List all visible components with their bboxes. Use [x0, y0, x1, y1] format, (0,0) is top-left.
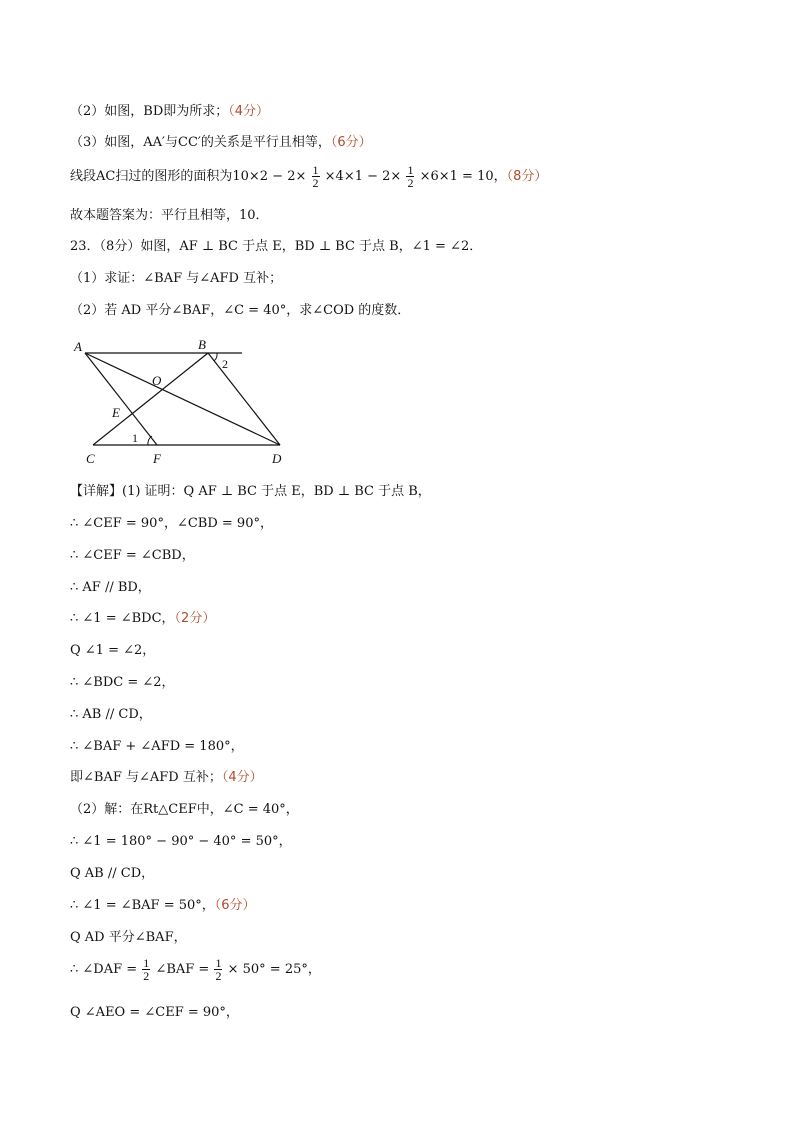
- area-formula-line: [70, 164, 547, 189]
- solution-line-13: [70, 865, 154, 883]
- solution-line-15: [70, 929, 187, 947]
- solution-text: ∴ ∠CEF = ∠CBD，: [70, 548, 195, 563]
- solution-text: ∴ AB // CD，: [70, 707, 152, 722]
- score-badge: （4分）: [221, 770, 263, 785]
- score-badge: （4分）: [228, 104, 270, 119]
- solution-text: × 50° = 25°，: [227, 962, 321, 977]
- answer-text: （3）如图，AA′与CC′的关系是平行且相等，: [70, 135, 331, 150]
- answer-summary: [70, 207, 269, 225]
- solution-text: ∴ ∠CEF = 90°，∠CBD = 90°，: [70, 516, 273, 531]
- solution-line-11: [70, 801, 299, 819]
- solution-text: Q ∠1 = ∠2，: [70, 643, 156, 658]
- answer-line-2: [70, 103, 269, 121]
- point-label-f: F: [153, 451, 161, 466]
- angle-2-arc: [214, 353, 217, 361]
- solution-text: ∴ ∠1 = 180° − 90° − 40° = 50°，: [70, 834, 292, 849]
- line-bd: [208, 353, 280, 445]
- answer-line-3: [70, 134, 372, 152]
- problem-23-part1: [70, 270, 282, 288]
- solution-text: （2）解：在Rt△CEF中，∠C = 40°，: [70, 802, 299, 817]
- solution-text: ∴ ∠DAF =: [70, 962, 138, 977]
- solution-text: Q ∠AEO = ∠CEF = 90°，: [70, 1005, 239, 1020]
- point-label-c: C: [86, 451, 95, 466]
- formula-text-c: ×6×1 = 10，: [419, 169, 507, 184]
- score-badge: （6分）: [214, 898, 256, 913]
- solution-text: ∴ AF // BD，: [70, 580, 151, 595]
- solution-line-5: [70, 610, 215, 628]
- solution-text: 【详解】(1) 证明：Q AF ⊥ BC 于点 E，BD ⊥ BC 于点 B，: [70, 484, 431, 499]
- point-label-o: O: [152, 373, 162, 388]
- solution-text: ∴ ∠BDC = ∠2，: [70, 675, 175, 690]
- line-ad: [85, 353, 280, 445]
- solution-line-12: [70, 833, 292, 851]
- solution-text: Q AB // CD，: [70, 866, 155, 881]
- solution-line-2: [70, 515, 273, 533]
- solution-text: ∴ ∠1 = ∠BAF = 50°，: [70, 898, 215, 913]
- fraction-half: $\frac{1}{2}$: [407, 163, 414, 190]
- formula-text-b: ×4×1 − 2×: [324, 169, 402, 184]
- solution-line-7: [70, 674, 175, 692]
- score-badge: （8分）: [506, 169, 548, 184]
- point-label-b: B: [198, 337, 206, 352]
- solution-line-1: [70, 483, 431, 501]
- answer-text: （2）如图，BD即为所求；: [70, 104, 229, 119]
- summary-text: 故本题答案为：平行且相等，10．: [70, 208, 269, 223]
- solution-line-16: [70, 957, 321, 982]
- fraction-half: $\frac{1}{2}$: [215, 956, 222, 983]
- fraction-half: $\frac{1}{2}$: [312, 163, 319, 190]
- solution-line-6: [70, 642, 155, 660]
- formula-text-a: 线段AC扫过的图形的面积为10×2 − 2×: [70, 169, 307, 184]
- line-af: [85, 353, 157, 445]
- solution-line-14: [70, 897, 256, 915]
- solution-line-9: [70, 738, 244, 756]
- angle-label-2: 2: [222, 357, 228, 371]
- problem-23-statement: [70, 238, 482, 256]
- solution-text: ∠BAF =: [155, 962, 210, 977]
- solution-line-17: [70, 1004, 239, 1022]
- fraction-half: $\frac{1}{2}$: [143, 956, 150, 983]
- solution-text: ∴ ∠BAF + ∠AFD = 180°，: [70, 739, 244, 754]
- line-bc: [93, 353, 208, 445]
- point-label-e: E: [112, 405, 120, 420]
- solution-line-4: [70, 579, 151, 597]
- score-badge: （6分）: [330, 135, 372, 150]
- solution-line-3: [70, 547, 195, 565]
- point-label-d: D: [272, 451, 282, 466]
- problem-text: （2）若 AD 平分∠BAF，∠C = 40°，求∠COD 的度数．: [70, 303, 411, 318]
- solution-text: ∴ ∠1 = ∠BDC，: [70, 611, 175, 626]
- solution-text: 即∠BAF 与∠AFD 互补；: [70, 770, 222, 785]
- score-badge: （2分）: [174, 611, 216, 626]
- solution-line-8: [70, 706, 152, 724]
- angle-label-1: 1: [132, 431, 138, 445]
- problem-23-part2: [70, 302, 410, 320]
- problem-text: 23．（8分）如图，AF ⊥ BC 于点 E，BD ⊥ BC 于点 B，∠1 = ∠2．: [70, 239, 483, 254]
- solution-line-10: [70, 769, 263, 787]
- geometry-figure: [60, 335, 300, 470]
- problem-text: （1）求证：∠BAF 与∠AFD 互补；: [70, 271, 283, 286]
- point-label-a: A: [74, 339, 82, 354]
- solution-text: Q AD 平分∠BAF，: [70, 930, 187, 945]
